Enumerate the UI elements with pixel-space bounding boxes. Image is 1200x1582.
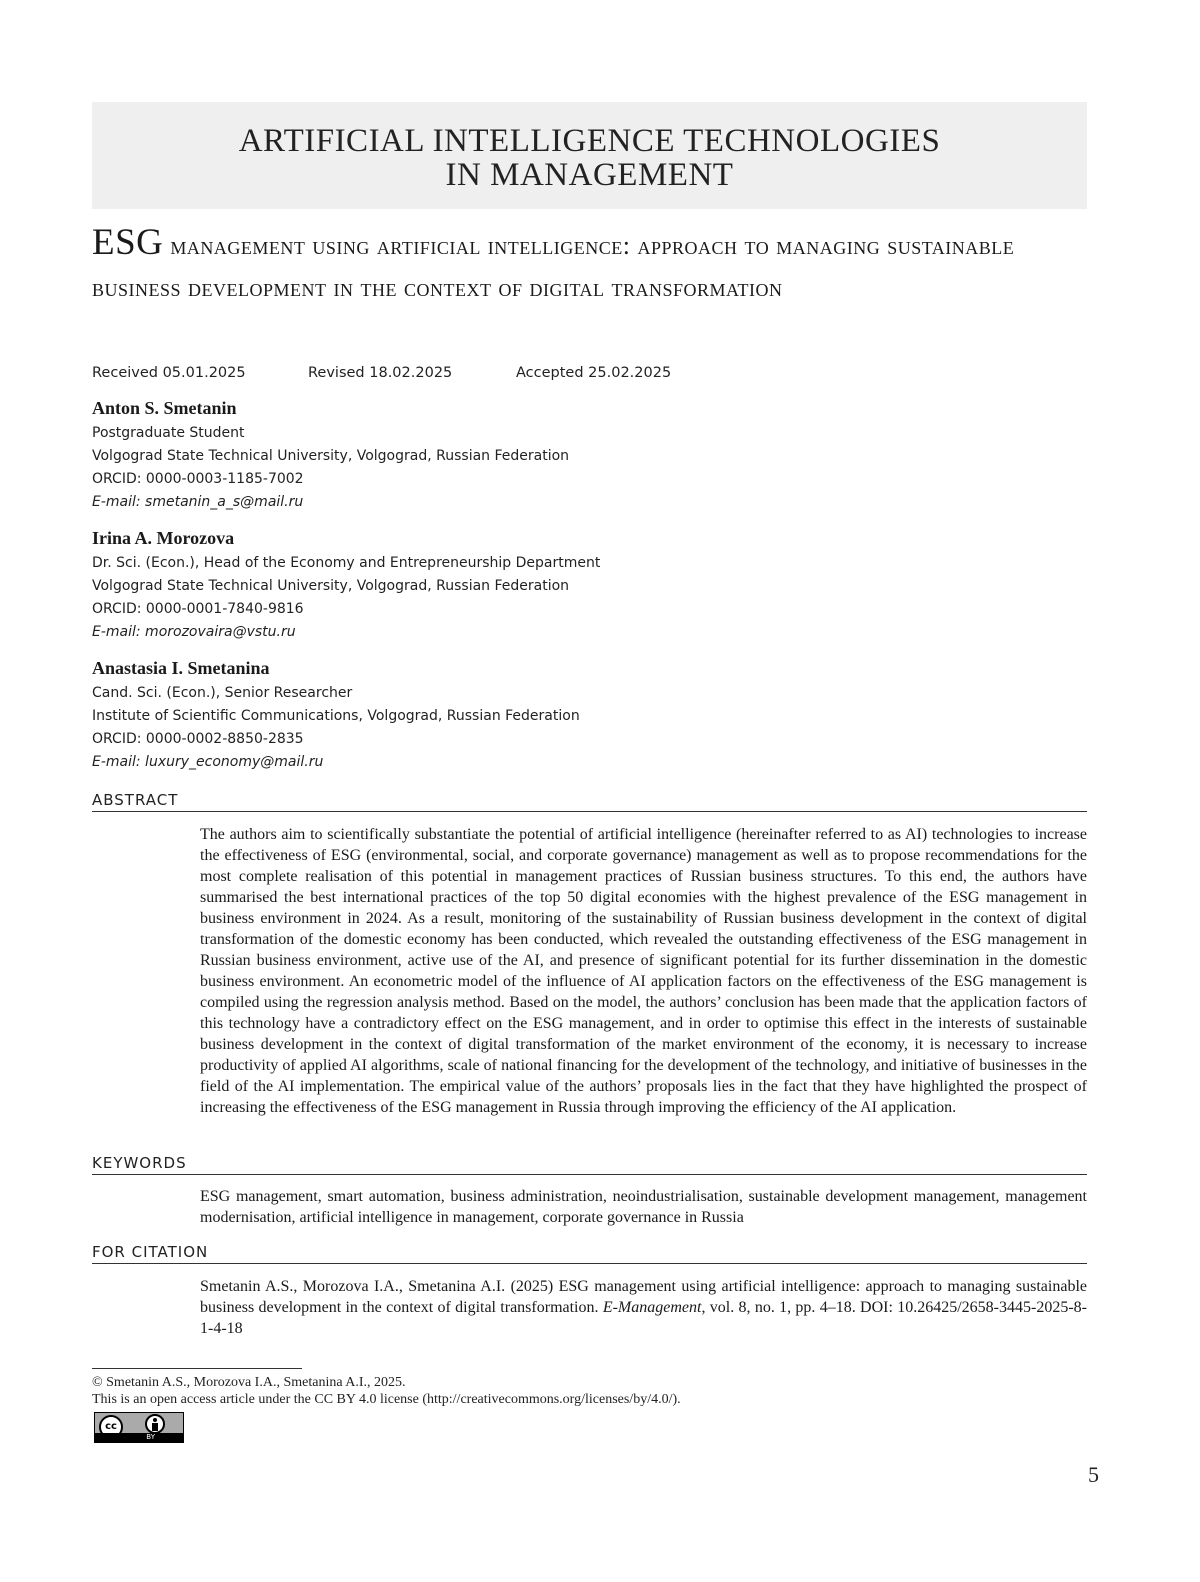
author-name: Anastasia I. Smetanina xyxy=(92,656,712,680)
article-title xyxy=(92,222,1092,309)
author-affiliation: Volgograd State Technical University, Volgograd, Russian Federation xyxy=(92,575,712,598)
keywords-heading: KEYWORDS xyxy=(92,1154,1087,1175)
page-number: 5 xyxy=(1088,1462,1099,1488)
cc-icon: cc xyxy=(99,1415,123,1439)
author-position: Postgraduate Student xyxy=(92,422,712,445)
citation-details: , vol. 8, no. 1, pp. 4–18. DOI: 10.26425/2658-3445-2025-8-1-4-18 xyxy=(200,1299,1087,1337)
cc-by-license-badge xyxy=(94,1412,184,1443)
author-name: Anton S. Smetanin xyxy=(92,396,712,420)
accepted-date: Accepted 25.02.2025 xyxy=(516,365,671,381)
author-email: E-mail: smetanin_a_s@mail.ru xyxy=(92,491,712,514)
abstract-text: The authors aim to scientifically substantiate the potential of artificial intelligence (hereinafter referred to as AI) technologies to increase the effectiveness of ESG (environmental, social, and corporate governance) management as well as to propose recommendations for the most complete realisation of this potential in management practices of Russian business structures. To this end, the authors have summarised the best international practices of the top 50 digital economies with the highest prevalence of the ESG management in business environment in 2024. As a result, monitoring of the sustainability of Russian business development in the context of digital transformation of the domestic economy has been conducted, which revealed the outstanding effectiveness of the ESG management in Russian business environment, active use of the AI, and presence of significant potential for its further dissemination in the domestic business environment. An econometric model of the influence of AI application factors on the effectiveness of the ESG management is compiled using the regression analysis method. Based on the model, the authors’ conclusion has been made that the application factors of this technology have a contradictory effect on the ESG management, and in order to optimise this effect in the interests of sustainable business development in the context of digital transformation of the market environment of the economy, it is necessary to increase productivity of applied AI algorithms, scale of national financing for the development of the technology, and initiative of businesses in the field of the AI implementation. The empirical value of the authors’ proposals lies in the fact that they have highlighted the prospect of increasing the effectiveness of the ESG management in Russia through improving the efficiency of the AI application. xyxy=(200,824,1087,1118)
author-position: Dr. Sci. (Econ.), Head of the Economy and Entrepreneurship Department xyxy=(92,552,712,575)
section-title-line-1: ARTIFICIAL INTELLIGENCE TECHNOLOGIES xyxy=(92,102,1087,158)
revised-date: Revised 18.02.2025 xyxy=(308,365,452,381)
citation-journal: E-Management xyxy=(603,1299,702,1316)
license-notice: This is an open access article under the CC BY 4.0 license (http://creativecommons.org/licenses/by/4.0/). xyxy=(92,1391,681,1408)
copyright-notice: © Smetanin A.S., Morozova I.A., Smetanina A.I., 2025. xyxy=(92,1374,681,1391)
by-label: BY xyxy=(146,1433,155,1442)
author-affiliation: Volgograd State Technical University, Volgograd, Russian Federation xyxy=(92,445,712,468)
author-position: Cand. Sci. (Econ.), Senior Researcher xyxy=(92,682,712,705)
author-name: Irina A. Morozova xyxy=(92,526,712,550)
author-affiliation: Institute of Scientific Communications, Volgograd, Russian Federation xyxy=(92,705,712,728)
footnote-divider xyxy=(92,1368,302,1369)
citation-heading: FOR CITATION xyxy=(92,1243,1087,1264)
citation-authors-title: Smetanin A.S., Morozova I.A., Smetanina A.I. (2025) ESG management using artificial intelligence: approach to managing sustainable business development in the context of digital transformation. xyxy=(200,1278,1087,1316)
author-block xyxy=(92,526,712,644)
article-title-rest: management using artificial intelligence: approach to managing sustainable business development in the context of digital transformation xyxy=(92,231,1014,302)
author-orcid: ORCID: 0000-0003-1185-7002 xyxy=(92,468,712,491)
badge-strip xyxy=(95,1433,183,1442)
author-email: E-mail: luxury_economy@mail.ru xyxy=(92,751,712,774)
author-block xyxy=(92,656,712,774)
author-orcid: ORCID: 0000-0001-7840-9816 xyxy=(92,598,712,621)
received-date: Received 05.01.2025 xyxy=(92,365,246,381)
section-banner xyxy=(92,102,1087,209)
author-email: E-mail: morozovaira@vstu.ru xyxy=(92,621,712,644)
section-title-line-2: IN MANAGEMENT xyxy=(92,158,1087,192)
author-orcid: ORCID: 0000-0002-8850-2835 xyxy=(92,728,712,751)
citation-text xyxy=(200,1276,1087,1339)
abstract-heading: ABSTRACT xyxy=(92,791,1087,812)
keywords-text: ESG management, smart automation, business administration, neoindustrialisation, sustainable development management, management modernisation, artificial intelligence in management, corporate governance in Russia xyxy=(200,1186,1087,1228)
footnote xyxy=(92,1374,681,1408)
attribution-person-icon xyxy=(145,1414,165,1434)
author-block xyxy=(92,396,712,514)
article-title-lead: ESG xyxy=(92,222,163,263)
